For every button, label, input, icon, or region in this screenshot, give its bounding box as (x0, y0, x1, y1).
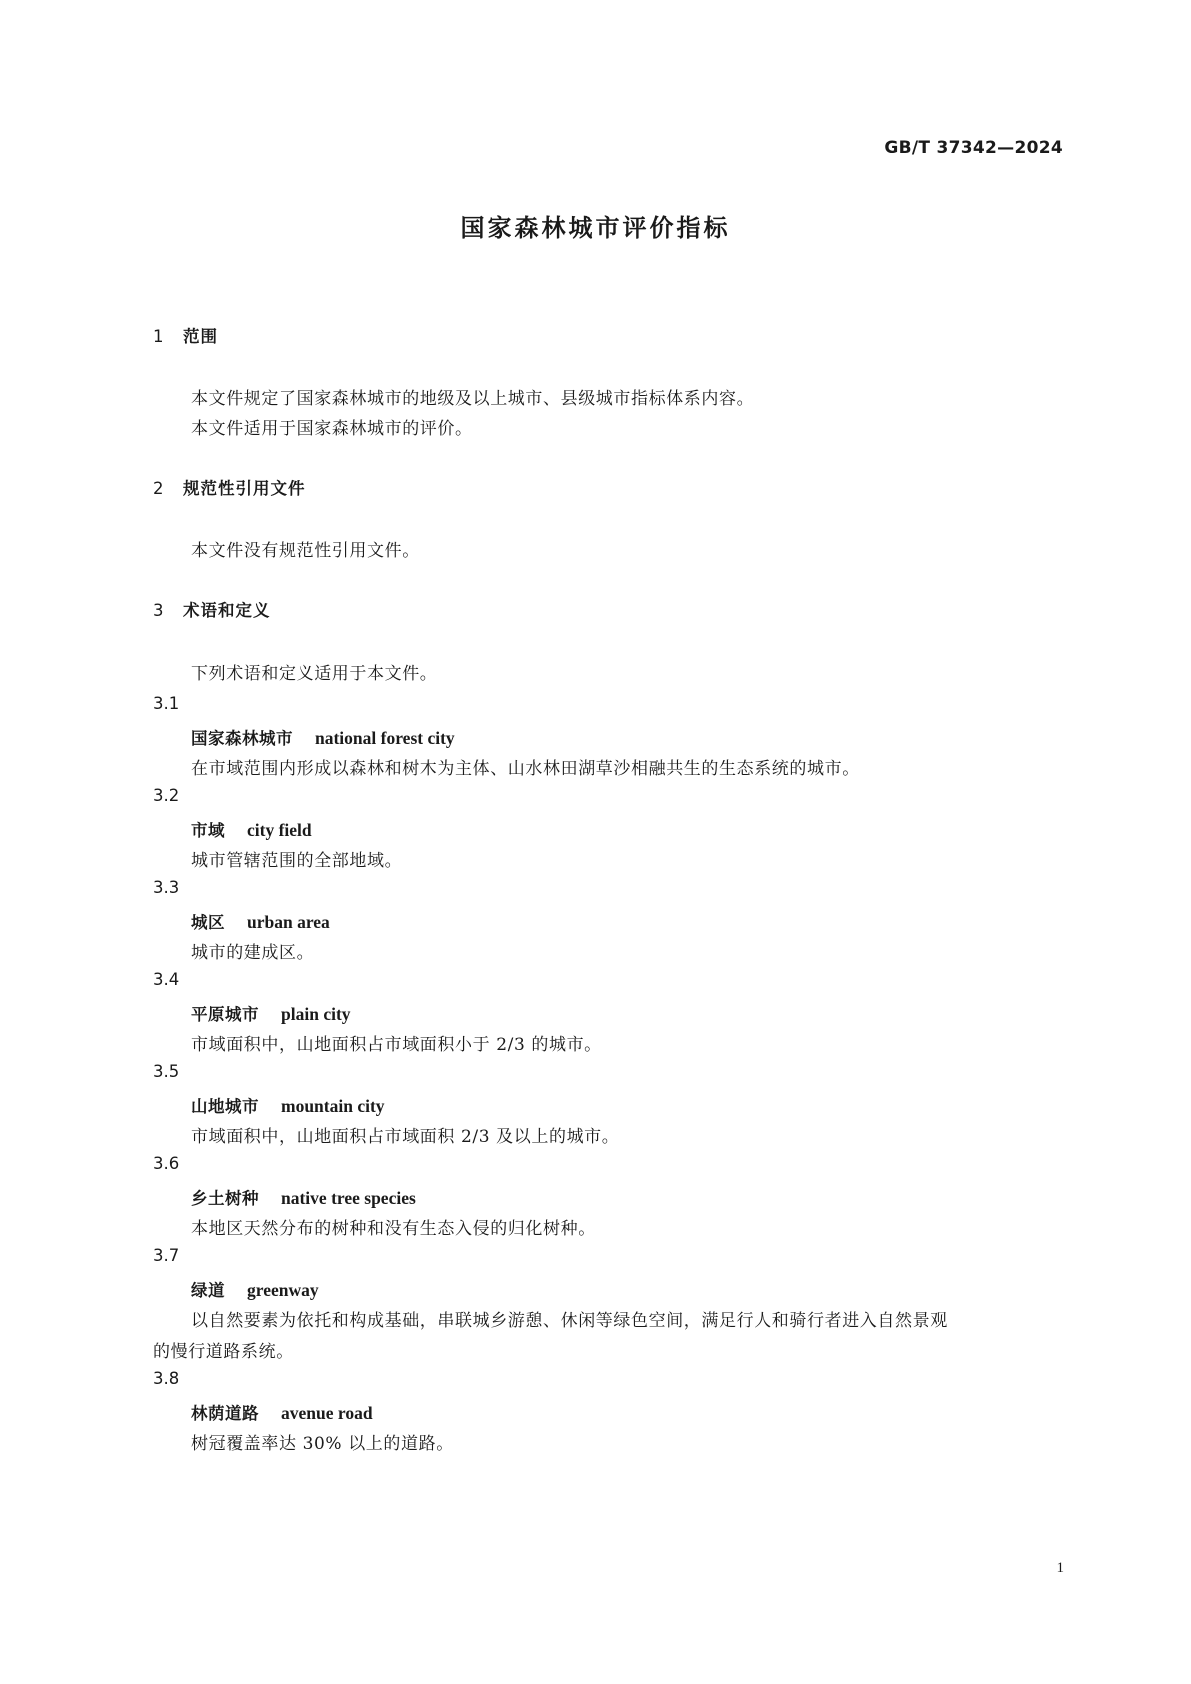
term-definition: 城市的建成区。 (191, 943, 315, 963)
paragraph: 下列术语和定义适用于本文件。 (191, 664, 438, 684)
section-title: 术语和定义 (183, 601, 271, 620)
term-title (191, 725, 455, 749)
term-title (191, 1185, 416, 1209)
term-number: 3.7 (153, 1246, 180, 1265)
term-title (191, 1093, 385, 1117)
section-number: 3 (153, 601, 165, 620)
term-definition: 城市管辖范围的全部地域。 (191, 851, 403, 871)
paragraph: 本文件规定了国家森林城市的地级及以上城市、县级城市指标体系内容。 (191, 389, 755, 409)
term-zh: 城区 (191, 913, 225, 932)
paragraph: 本文件没有规范性引用文件。 (191, 541, 420, 561)
term-definition: 市域面积中，山地面积占市域面积小于 2/3 的城市。 (191, 1035, 602, 1055)
section-number: 2 (153, 479, 165, 498)
term-en: greenway (247, 1280, 319, 1300)
section-heading-normative-references (153, 475, 306, 499)
section-number: 1 (153, 327, 165, 346)
term-zh: 国家森林城市 (191, 729, 293, 748)
term-title (191, 817, 312, 841)
term-en: city field (247, 820, 312, 840)
term-definition-continued: 的慢行道路系统。 (153, 1342, 294, 1362)
term-zh: 市域 (191, 821, 225, 840)
term-number: 3.8 (153, 1369, 180, 1388)
term-definition: 以自然要素为依托和构成基础，串联城乡游憩、休闲等绿色空间，满足行人和骑行者进入自然景观 (191, 1311, 948, 1331)
term-title (191, 1277, 319, 1301)
term-definition: 在市域范围内形成以森林和树木为主体、山水林田湖草沙相融共生的生态系统的城市。 (191, 759, 860, 779)
term-zh: 山地城市 (191, 1097, 259, 1116)
paragraph: 本文件适用于国家森林城市的评价。 (191, 419, 473, 439)
term-zh: 平原城市 (191, 1005, 259, 1024)
term-title (191, 1001, 351, 1025)
section-heading-terms-definitions (153, 597, 271, 621)
term-en: mountain city (281, 1096, 385, 1116)
section-title: 规范性引用文件 (183, 479, 306, 498)
section-heading-scope (153, 323, 218, 347)
term-definition: 本地区天然分布的树种和没有生态入侵的归化树种。 (191, 1219, 596, 1239)
term-en: national forest city (315, 728, 455, 748)
term-definition: 市域面积中，山地面积占市域面积 2/3 及以上的城市。 (191, 1127, 620, 1147)
term-zh: 乡土树种 (191, 1189, 259, 1208)
term-en: avenue road (281, 1403, 373, 1423)
term-number: 3.6 (153, 1154, 180, 1173)
standard-number: GB/T 37342—2024 (884, 138, 1063, 158)
term-title (191, 1400, 373, 1424)
section-title: 范围 (183, 327, 218, 346)
term-definition: 树冠覆盖率达 30% 以上的道路。 (191, 1434, 454, 1454)
term-title (191, 909, 330, 933)
term-number: 3.1 (153, 694, 180, 713)
term-zh: 绿道 (191, 1281, 225, 1300)
term-en: native tree species (281, 1188, 416, 1208)
term-en: urban area (247, 912, 330, 932)
term-en: plain city (281, 1004, 351, 1024)
page-number: 1 (1056, 1560, 1064, 1576)
term-number: 3.2 (153, 786, 180, 805)
term-number: 3.4 (153, 970, 180, 989)
document-title: 国家森林城市评价指标 (460, 214, 731, 242)
term-number: 3.3 (153, 878, 180, 897)
term-number: 3.5 (153, 1062, 180, 1081)
term-zh: 林荫道路 (191, 1404, 259, 1423)
